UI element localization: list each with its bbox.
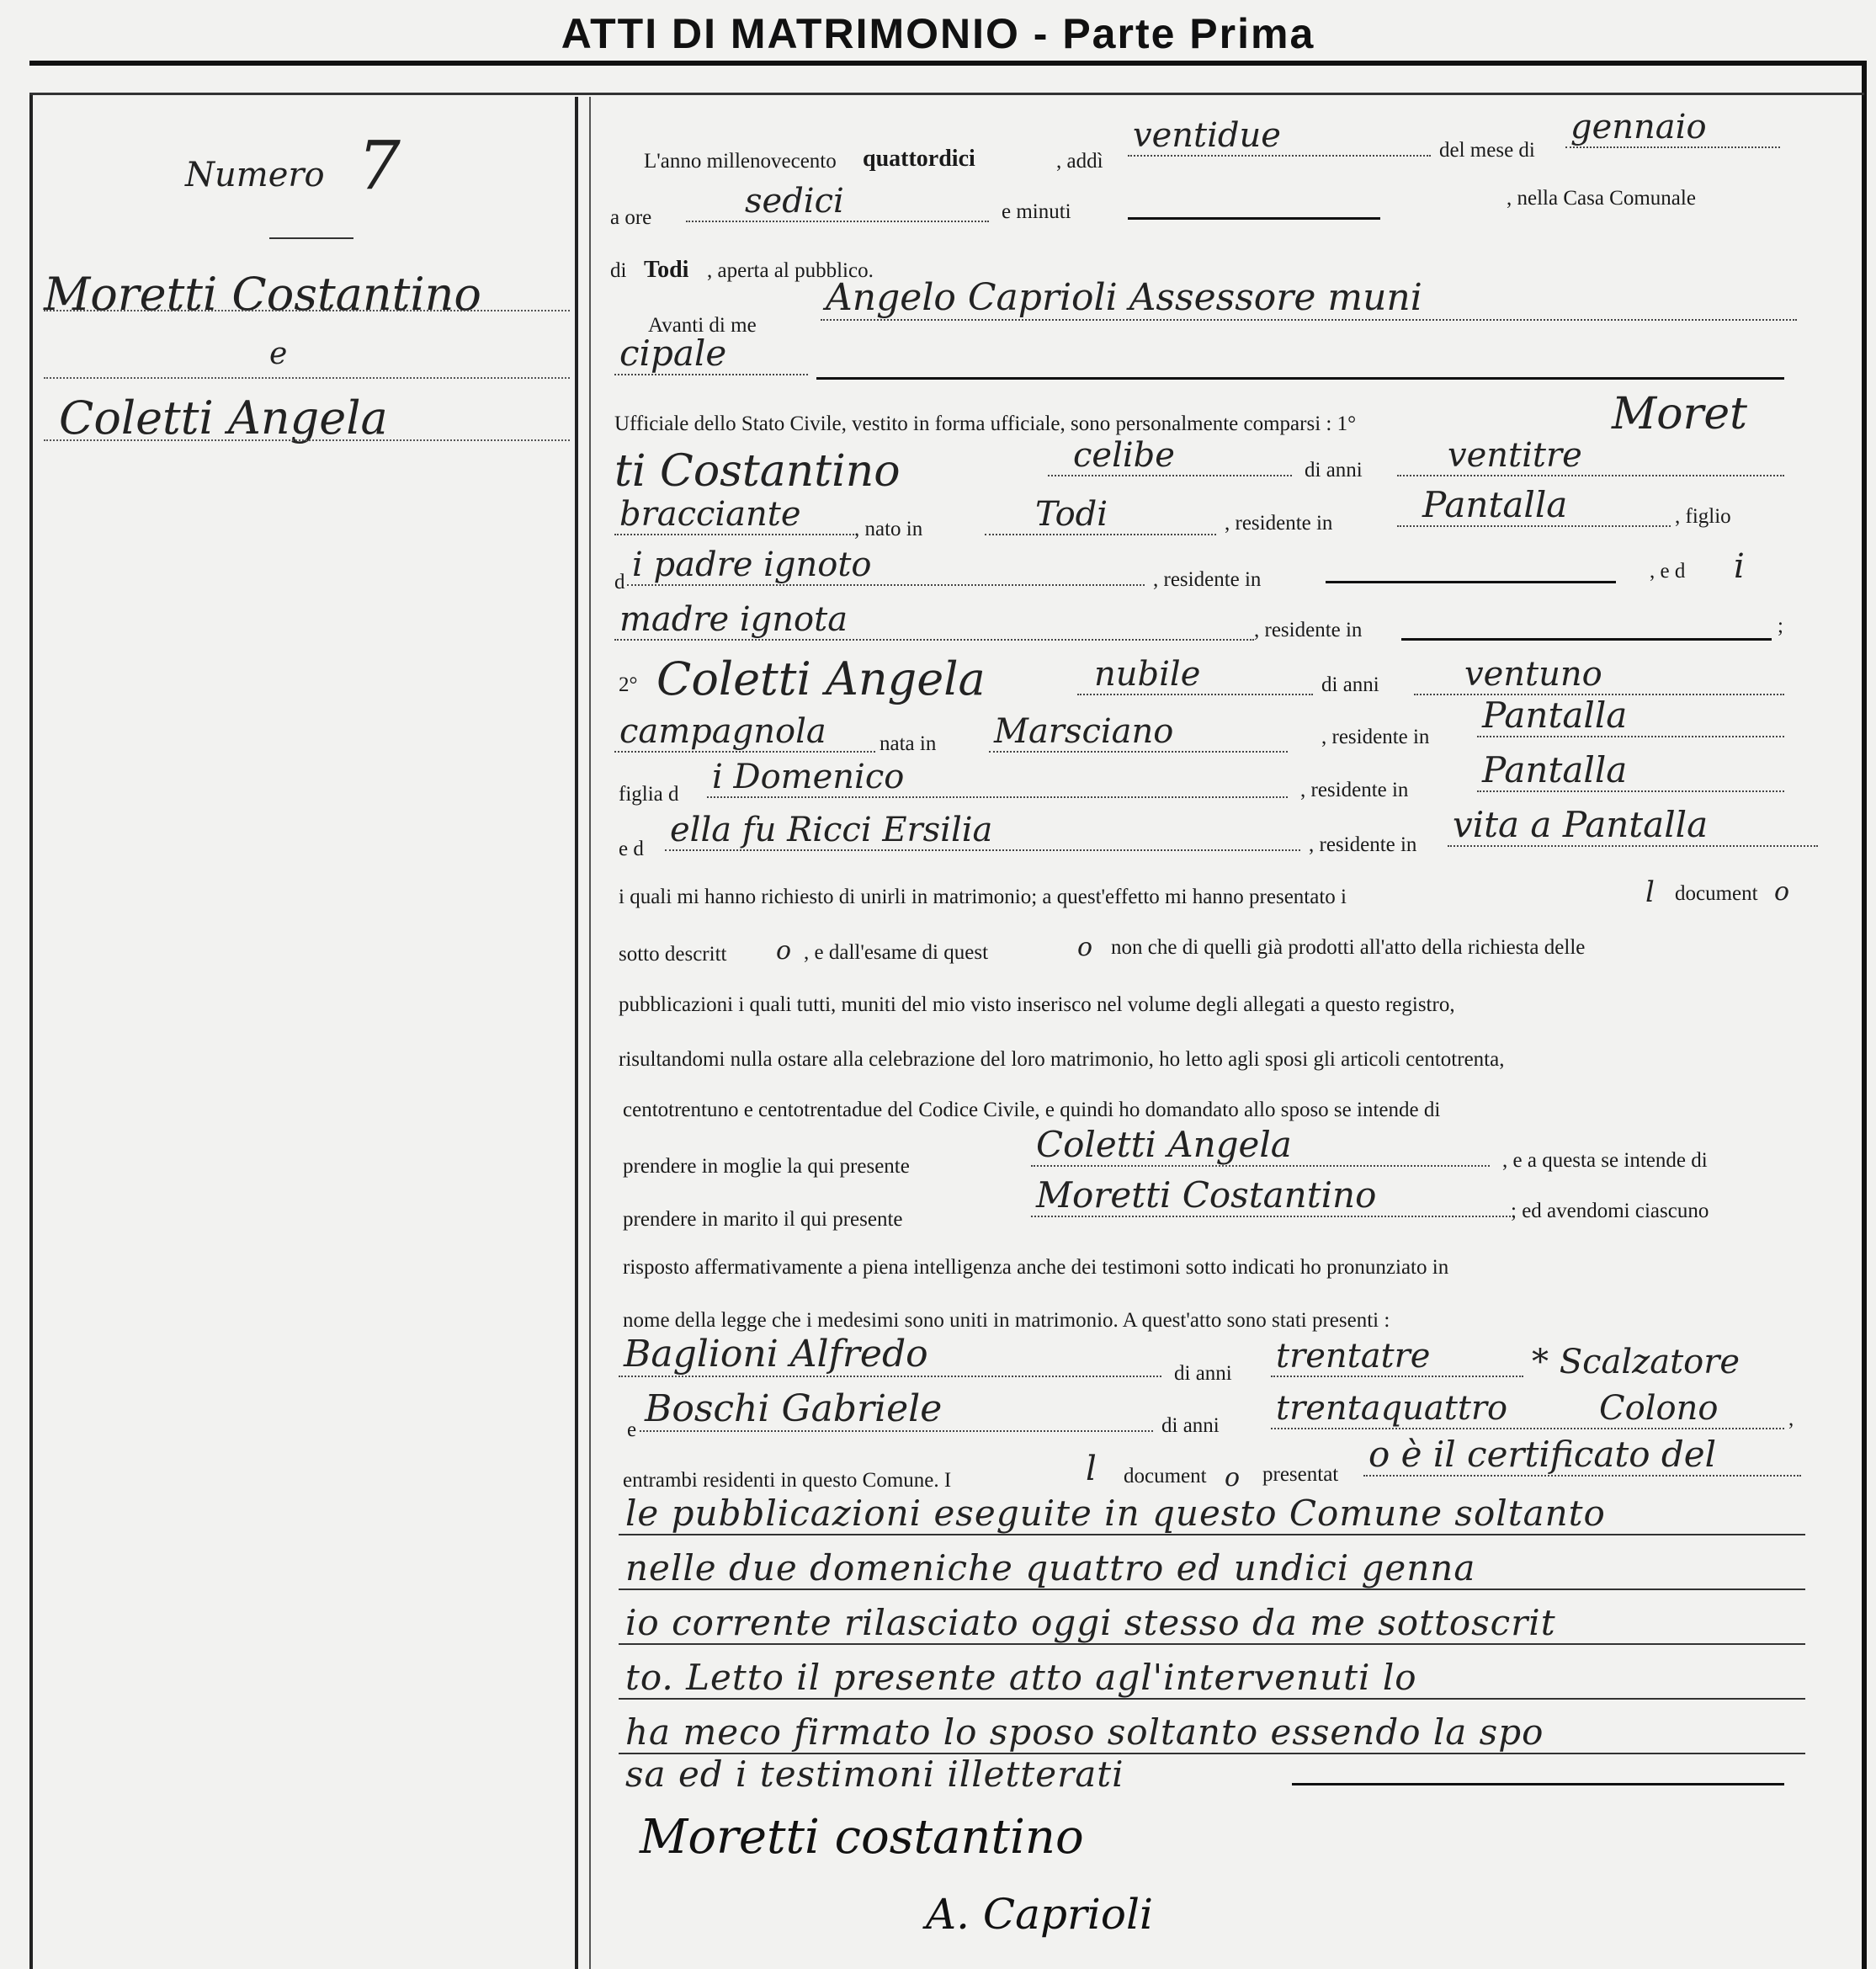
madre-sposa-field (665, 811, 1300, 854)
para-line-1-v1: l (1645, 875, 1655, 909)
madre-sposa-value: ella fu Ricci Ersilia (670, 811, 993, 849)
p6-sposa-field (1031, 1124, 1490, 1170)
testimone-2-prof: Colono (1599, 1389, 1719, 1428)
padre-sposa-value: i Domenico (712, 758, 905, 796)
e-di-value: i (1734, 547, 1745, 586)
testimone-1-name: Baglioni Alfredo (624, 1333, 928, 1376)
eta-sposo-field (1397, 436, 1784, 480)
luogo-nascita-sposo-value: Todi (1035, 495, 1108, 534)
stato-sposa-field (1077, 655, 1313, 699)
final-line-a: entrambi residenti in questo Comune. I (623, 1469, 952, 1492)
line1-text-c: del mese di (1439, 139, 1535, 162)
final-line-v1: l (1086, 1450, 1097, 1488)
testimone-2-eta: trentaquattro (1276, 1389, 1508, 1428)
testimone-2-name: Boschi Gabriele (645, 1387, 943, 1430)
ore-value: sedici (745, 182, 844, 221)
handwritten-line-2-text: nelle due domeniche quattro ed undici genna (625, 1547, 1476, 1589)
nata-in-label: nata in (880, 732, 937, 755)
di-anni-label-3: di anni (1174, 1362, 1232, 1385)
conjunction-e: e (269, 337, 288, 371)
residente-in-label-6: , residente in (1309, 833, 1417, 856)
left-dotted-line-3 (44, 439, 570, 441)
di-anni-label-1: di anni (1305, 459, 1363, 482)
handwritten-line-6-text: sa ed i testimoni illetterati (625, 1753, 1124, 1795)
line2-text-a: a ore (610, 206, 652, 229)
ufficiale-cont-value: cipale (619, 333, 727, 374)
final-line-b: document (1124, 1465, 1207, 1487)
para-line-7-b: ; ed avendomi ciascuno (1511, 1200, 1709, 1222)
figlia-d-label: figlia d (619, 783, 679, 806)
res-madre-sposa-field (1448, 804, 1818, 850)
para-line-7-a: prendere in marito il qui presente (623, 1208, 903, 1231)
para-line-2-c: non che di quelli già prodotti all'atto della richiesta delle (1111, 936, 1586, 959)
sposa-name: Coletti Angela (656, 652, 986, 705)
di-anni-label-2: di anni (1321, 673, 1379, 696)
d-prefix-1: d (614, 571, 625, 593)
mese-value: gennaio (1570, 108, 1707, 146)
para-line-2-b: , e dall'esame di quest (804, 941, 989, 964)
ufficiale-end-line (816, 377, 1784, 380)
column-divider (575, 97, 578, 1969)
res-padre-sposa-field (1477, 749, 1784, 796)
eta-sposo-value: ventitre (1448, 436, 1582, 475)
eta-sposa-value: ventuno (1464, 655, 1602, 694)
e-prefix-testimone-2: e (627, 1418, 637, 1441)
stato-sposo-value: celibe (1073, 436, 1175, 475)
final-line-v3-field (1363, 1434, 1801, 1480)
stato-sposo-field (1048, 436, 1292, 480)
para-line-4: risultandomi nulla ostare alla celebrazione del loro matrimonio, ho letto agli sposi gli articoli centotrenta, (619, 1048, 1505, 1071)
line3-text-a: di (610, 259, 627, 282)
closing-line (1292, 1783, 1784, 1785)
comune-value: Todi (644, 257, 689, 283)
residente-in-label-2: , residente in (1153, 568, 1262, 591)
left-dotted-line-2 (44, 377, 570, 379)
luogo-nascita-sposa-field (989, 712, 1288, 756)
frame-left-border (29, 93, 33, 1969)
inner-top-border (29, 93, 1864, 95)
handwritten-line-4-text: to. Letto il presente atto agl'intervenuti lo (625, 1657, 1417, 1698)
di-anni-label-4: di anni (1161, 1414, 1220, 1437)
sposo-part1: Moret (1612, 389, 1748, 439)
numero-value: 7 (358, 126, 401, 205)
testimone-1-name-field (619, 1333, 1161, 1381)
prof-sposa-value: campagnola (619, 712, 826, 751)
left-dotted-line-1 (44, 310, 570, 311)
sposo-part2: ti Costantino (614, 446, 901, 497)
para-line-1-v2: o (1774, 877, 1790, 907)
handwritten-line-2 (619, 1545, 1805, 1595)
line1-text-b: , addì (1056, 150, 1103, 173)
line6-text: Ufficiale dello Stato Civile, vestito in forma ufficiale, sono personalmente comparsi : 1° (614, 412, 1357, 435)
para-line-1: i quali mi hanno richiesto di unirli in matrimonio; a quest'effetto mi hanno presentato i (619, 886, 1347, 908)
line2-text-c: , nella Casa Comunale (1507, 187, 1696, 210)
padre-sposo-value: i padre ignoto (632, 545, 872, 584)
testimone-2-eta-field (1271, 1389, 1784, 1433)
para-line-2-v1: o (776, 936, 792, 966)
padre-sposo-field (627, 545, 1145, 589)
para-line-2-a: sotto descritt (619, 943, 727, 966)
prof-sposo-field (614, 495, 854, 539)
e-di-label: , e d (1650, 560, 1686, 583)
res-madre-sposo-line (1401, 638, 1772, 641)
prof-sposo-value: bracciante (619, 495, 801, 534)
e-d-label: e d (619, 838, 644, 860)
figlio-label: , figlio (1675, 505, 1731, 528)
signature-ufficiale: A. Caprioli (926, 1890, 1153, 1939)
final-line-c: presentat (1262, 1463, 1339, 1486)
madre-sposo-field (614, 600, 1254, 644)
para-line-1-b: document (1675, 882, 1758, 905)
sposa-name-left: Coletti Angela (59, 391, 388, 444)
frame-top-border (29, 61, 1864, 66)
residente-in-label-1: , residente in (1225, 512, 1333, 535)
testimone-1-prof: * Scalzatore (1532, 1343, 1740, 1381)
frame-right-border (1862, 61, 1867, 1969)
res-sposo-field (1397, 484, 1671, 530)
numero-label: Numero (185, 156, 325, 194)
nato-in-label: , nato in (854, 518, 923, 540)
handwritten-line-1 (619, 1490, 1805, 1541)
line3-text-b: , aperta al pubblico. (707, 259, 874, 282)
handwritten-line-4 (619, 1654, 1805, 1705)
res-madre-sposa-value: vita a Pantalla (1453, 804, 1709, 845)
prof-sposa-field (614, 712, 875, 756)
giorno-value: ventidue (1133, 116, 1281, 155)
residente-in-label-3: , residente in (1254, 619, 1363, 641)
p7-sposo-field (1031, 1174, 1511, 1221)
page-title: ATTI DI MATRIMONIO - Parte Prima (561, 10, 1315, 57)
para-line-5: centotrentuno e centotrentadue del Codice Civile, e quindi ho domandato allo sposo se intende di (623, 1099, 1441, 1121)
ufficiale-field (821, 276, 1797, 324)
para-line-6-b: , e a questa se intende di (1502, 1149, 1708, 1172)
semicolon-1: ; (1778, 615, 1783, 637)
final-line-v3: o è il certificato del (1368, 1434, 1717, 1475)
sposo-name-left: Moretti Costantino (44, 268, 481, 321)
final-line-v2: o (1225, 1463, 1241, 1493)
p7-sposo-value: Moretti Costantino (1036, 1174, 1377, 1216)
ufficiale-value: Angelo Caprioli Assessore muni (826, 276, 1422, 319)
line4-text-a: Avanti di me (648, 314, 757, 337)
res-padre-sposa-value: Pantalla (1482, 749, 1628, 790)
comma-1: , (1788, 1408, 1794, 1430)
number-2-label: 2° (619, 673, 638, 696)
luogo-nascita-sposa-value: Marsciano (994, 712, 1174, 751)
ore-field (686, 182, 989, 226)
giorno-field (1128, 116, 1431, 160)
residente-in-label-5: , residente in (1300, 779, 1409, 801)
luogo-nascita-sposo-field (985, 495, 1216, 539)
madre-sposo-value: madre ignota (619, 600, 848, 639)
residente-in-label-4: , residente in (1321, 726, 1430, 748)
signature-sposo: Moretti costantino (640, 1810, 1084, 1865)
res-sposo-value: Pantalla (1422, 484, 1568, 525)
res-sposa-field (1477, 694, 1784, 741)
handwritten-line-3-text: io corrente rilasciato oggi stesso da me sottoscrit (625, 1602, 1556, 1643)
para-line-8: risposto affermativamente a piena intelligenza anche dei testimoni sotto indicati ho pronunziato in (623, 1256, 1449, 1279)
line1-text-a: L'anno millenovecento (644, 150, 837, 173)
handwritten-line-1-text: le pubblicazioni eseguite in questo Comune soltanto (625, 1493, 1606, 1534)
handwritten-line-3 (619, 1599, 1805, 1650)
testimone-1-eta-field (1271, 1337, 1523, 1381)
eta-sposa-field (1414, 655, 1784, 699)
line2-text-b: e minuti (1002, 200, 1071, 223)
para-line-6-a: prendere in moglie la qui presente (623, 1155, 910, 1178)
para-line-3: pubblicazioni i quali tutti, muniti del mio visto inserisco nel volume degli allegati a questo registro, (619, 993, 1455, 1016)
testimone-2-name-field (640, 1387, 1153, 1435)
mese-field (1565, 108, 1780, 152)
handwritten-line-5-text: ha meco firmato lo sposo soltanto essendo la spo (625, 1711, 1544, 1753)
p6-sposa-value: Coletti Angela (1036, 1124, 1292, 1165)
minuti-line (1128, 217, 1380, 220)
testimone-1-eta: trentatre (1276, 1337, 1431, 1376)
stato-sposa-value: nubile (1094, 655, 1201, 694)
padre-sposa-field (707, 758, 1288, 801)
anno-value: quattordici (863, 146, 975, 172)
para-line-2-v2: o (1077, 933, 1093, 962)
handwritten-line-6 (619, 1751, 1292, 1801)
ufficiale-cont-field (614, 333, 808, 379)
res-sposa-value: Pantalla (1482, 694, 1628, 736)
column-divider-thin (589, 97, 591, 1969)
res-padre-sposo-line (1326, 581, 1616, 583)
para-line-9: nome della legge che i medesimi sono uniti in matrimonio. A quest'atto sono stati presenti : (623, 1309, 1390, 1332)
numero-underline (269, 237, 353, 239)
